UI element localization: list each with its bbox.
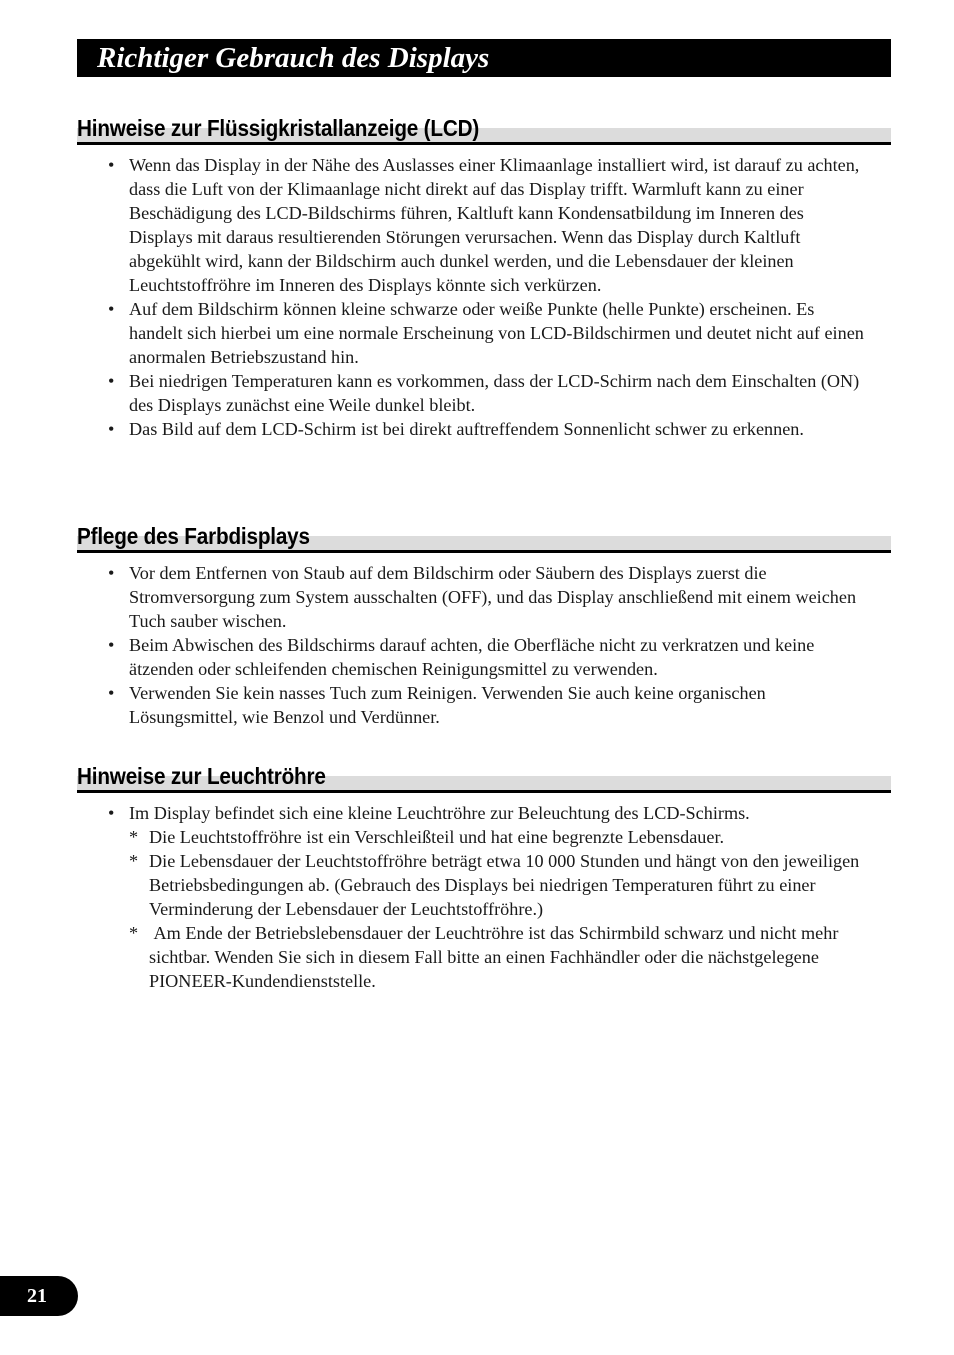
care-notes-list — [105, 561, 865, 729]
footnote-item — [129, 921, 865, 993]
bullet-icon: • — [108, 683, 115, 703]
asterisk-icon: * — [129, 851, 139, 871]
section-heading-text: Pflege des Farbdisplays — [77, 523, 310, 549]
list-item-text: Im Display befindet sich eine kleine Leuchtröhre zur Beleuchtung des LCD-Schirms. — [129, 803, 750, 823]
list-item-text: Das Bild auf dem LCD-Schirm ist bei direkt auftreffendem Sonnenlicht schwer zu erkennen. — [129, 419, 804, 439]
bullet-icon: • — [108, 155, 115, 175]
asterisk-icon: * — [129, 923, 139, 943]
list-item-text: Auf dem Bildschirm können kleine schwarze oder weiße Punkte (helle Punkte) erscheinen. Es handelt sich hierbei um eine normale Erscheinung von LCD-Bildschirmen und deutet nicht auf einen anormalen Betriebszustand hin. — [129, 299, 864, 367]
footnote-text: Die Lebensdauer der Leuchtstoffröhre beträgt etwa 10 000 Stunden und hängt von den jeweiligen Betriebsbedingungen ab. (Gebrauch des Displays bei niedrigen Temperaturen führt zu einer Verminderung der Lebensdauer der Leuchtstoffröhre.) — [149, 851, 860, 919]
list-item — [105, 681, 865, 729]
section-heading-lcd — [77, 112, 891, 146]
bullet-icon: • — [108, 563, 115, 583]
list-item — [105, 801, 865, 993]
list-item — [105, 297, 865, 369]
footnote-item — [129, 849, 865, 921]
page-number: 21 — [27, 1285, 47, 1307]
bullet-icon: • — [108, 299, 115, 319]
list-item — [105, 417, 865, 441]
bullet-icon: • — [108, 635, 115, 655]
footnote-text: Die Leuchtstoffröhre ist ein Verschleißteil und hat eine begrenzte Lebensdauer. — [149, 827, 725, 847]
section-heading-tube — [77, 760, 891, 794]
bullet-icon: • — [108, 803, 115, 823]
asterisk-icon: * — [129, 827, 139, 847]
section-heading-text: Hinweise zur Leuchtröhre — [77, 763, 326, 789]
footnote-list — [129, 825, 865, 993]
page-title: Richtiger Gebrauch des Displays — [97, 42, 490, 74]
bullet-icon: • — [108, 371, 115, 391]
lcd-notes-list — [105, 153, 865, 441]
list-item — [105, 561, 865, 633]
page-title-bar — [77, 39, 891, 77]
list-item-text: Beim Abwischen des Bildschirms darauf achten, die Oberfläche nicht zu verkratzen und keine ätzenden oder schleifenden chemischen Reinigungsmittel zu verwenden. — [129, 635, 815, 679]
footnote-text: Am Ende der Betriebslebensdauer der Leuchtröhre ist das Schirmbild schwarz und nicht mehr sichtbar. Wenden Sie sich in diesem Fall bitte an einen Fachhändler oder die nächstgelegene PIONEER-Kundendienststelle. — [149, 923, 843, 991]
list-item — [105, 153, 865, 297]
bullet-icon: • — [108, 419, 115, 439]
tube-notes-list — [105, 801, 865, 993]
list-item-text: Bei niedrigen Temperaturen kann es vorkommen, dass der LCD-Schirm nach dem Einschalten (ON) des Displays zunächst eine Weile dunkel bleibt. — [129, 371, 860, 415]
list-item-text: Verwenden Sie kein nasses Tuch zum Reinigen. Verwenden Sie auch keine organischen Lösungsmittel, wie Benzol und Verdünner. — [129, 683, 766, 727]
list-item — [105, 369, 865, 417]
list-item-text: Vor dem Entfernen von Staub auf dem Bildschirm oder Säubern des Displays zuerst die Stromversorgung zum System ausschalten (OFF), und das Display anschließend mit einem weichen Tuch sauber wischen. — [129, 563, 857, 631]
footnote-item — [129, 825, 865, 849]
section-heading-text: Hinweise zur Flüssigkristallanzeige (LCD) — [77, 115, 480, 141]
page-number-tab — [0, 1276, 78, 1316]
list-item-text: Wenn das Display in der Nähe des Auslasses einer Klimaanlage installiert wird, ist darauf zu achten, dass die Luft von der Klimaanlage nicht direkt auf das Display trifft. Warmluft kann zu einer Beschädigung des LCD-Bildschirms führen, Kaltluft kann Kondensatbildung im Inneren des Displays mit daraus resultierenden Störungen verursachen. Wenn das Display durch Kaltluft abgekühlt wird, kann der Bildschirm auch dunkel werden, und die Lebensdauer der kleinen Leuchtstoffröhre im Inneren des Displays könnte sich verkürzen. — [129, 155, 860, 295]
section-heading-care — [77, 520, 891, 554]
list-item — [105, 633, 865, 681]
